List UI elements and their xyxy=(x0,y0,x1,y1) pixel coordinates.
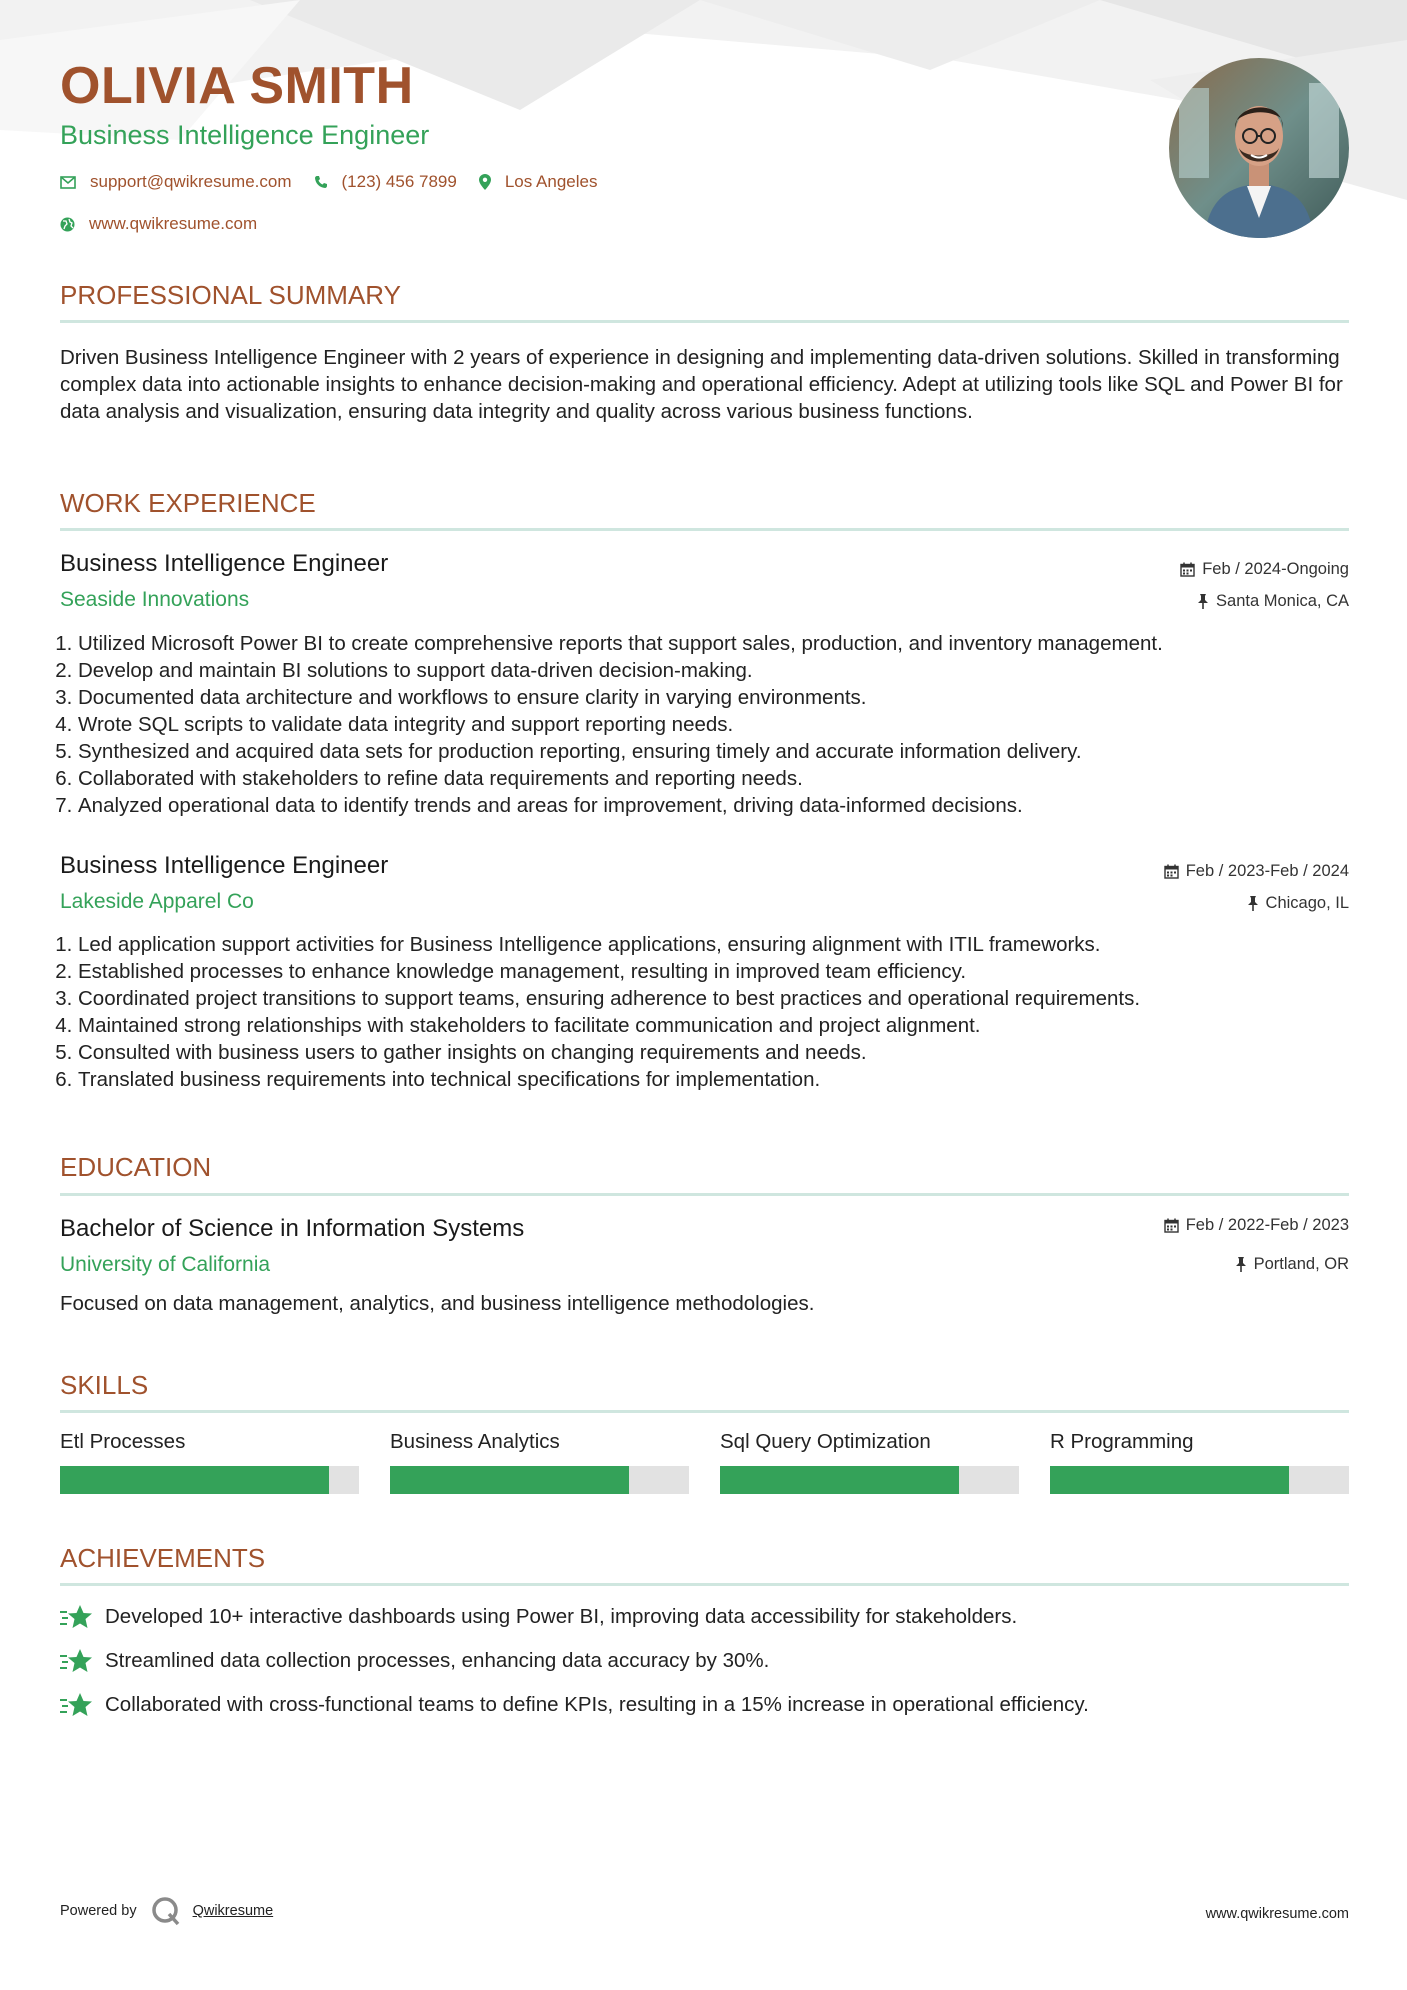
footer-website[interactable]: www.qwikresume.com xyxy=(1205,1906,1349,1922)
achievements-heading: ACHIEVEMENTS xyxy=(60,1543,266,1573)
pin-icon xyxy=(1197,594,1209,609)
skill-level-fill xyxy=(1050,1466,1289,1494)
summary-heading: PROFESSIONAL SUMMARY xyxy=(60,280,401,310)
skill-item xyxy=(1050,1430,1349,1494)
brand-link[interactable]: Qwikresume xyxy=(192,1903,274,1919)
skill-level-fill xyxy=(720,1466,959,1494)
list-item: 6. Collaborated with stakeholders to refine data requirements and reporting needs. xyxy=(78,765,1378,792)
globe-icon xyxy=(60,217,75,232)
job-dates-text: Feb / 2024-Ongoing xyxy=(1202,560,1349,578)
education-location-text: Portland, OR xyxy=(1253,1255,1349,1273)
location-text: Los Angeles xyxy=(504,172,598,191)
education-dates xyxy=(1164,1216,1349,1235)
qwikresume-logo-icon xyxy=(151,1896,181,1926)
website-row xyxy=(60,214,279,234)
list-item: 4. Wrote SQL scripts to validate data integrity and support reporting needs. xyxy=(78,711,1378,738)
skill-level-fill xyxy=(390,1466,629,1494)
job-location xyxy=(1247,894,1349,913)
skill-level-bar xyxy=(720,1466,1019,1494)
list-item: 5. Synthesized and acquired data sets for production reporting, ensuring timely and accurate information delivery. xyxy=(78,738,1378,765)
job-title: Business Intelligence Engineer xyxy=(60,852,389,879)
phone-text: (123) 456 7899 xyxy=(341,172,457,191)
achievement-item xyxy=(60,1692,1089,1718)
pin-icon xyxy=(1247,896,1259,911)
list-item: 1. Utilized Microsoft Power BI to create comprehensive reports that support sales, production, and inventory management. xyxy=(78,630,1378,657)
calendar-icon xyxy=(1180,562,1195,577)
school-name: University of California xyxy=(60,1253,271,1276)
website-contact[interactable] xyxy=(60,214,257,234)
skill-level-bar xyxy=(1050,1466,1349,1494)
degree-title: Bachelor of Science in Information Systems xyxy=(60,1215,525,1242)
powered-by-label: Powered by xyxy=(60,1903,137,1919)
profile-photo xyxy=(1169,58,1349,238)
education-dates-text: Feb / 2022-Feb / 2023 xyxy=(1185,1216,1349,1234)
achievement-text: Collaborated with cross-functional teams to define KPIs, resulting in a 15% increase in operational efficiency. xyxy=(105,1693,1089,1716)
skill-name: Business Analytics xyxy=(390,1430,560,1453)
footer-powered-by xyxy=(60,1896,273,1926)
skills-heading: SKILLS xyxy=(60,1370,149,1400)
list-item: 1. Led application support activities for Business Intelligence applications, ensuring alignment with ITIL frameworks. xyxy=(78,931,1378,958)
star-badge-icon xyxy=(60,1692,93,1718)
candidate-role: Business Intelligence Engineer xyxy=(60,120,430,150)
list-item: 2. Develop and maintain BI solutions to support data-driven decision-making. xyxy=(78,657,1378,684)
skill-name: Etl Processes xyxy=(60,1430,186,1453)
job-dates xyxy=(1164,862,1349,881)
skill-item xyxy=(720,1430,1019,1494)
location-contact xyxy=(479,172,598,192)
job-company: Seaside Innovations xyxy=(60,588,250,611)
achievements-divider xyxy=(60,1583,1349,1586)
skill-level-bar xyxy=(60,1466,359,1494)
job-dates-text: Feb / 2023-Feb / 2024 xyxy=(1185,862,1349,880)
website-text: www.qwikresume.com xyxy=(89,214,258,233)
education-heading: EDUCATION xyxy=(60,1152,212,1182)
achievement-item xyxy=(60,1648,769,1674)
envelope-icon xyxy=(60,176,76,189)
pin-icon xyxy=(1235,1257,1247,1272)
list-item: 4. Maintained strong relationships with stakeholders to facilitate communication and project alignment. xyxy=(78,1012,1378,1039)
list-item: 6. Translated business requirements into technical specifications for implementation. xyxy=(78,1066,1378,1093)
job-title: Business Intelligence Engineer xyxy=(60,550,389,577)
education-divider xyxy=(60,1193,1349,1196)
job-bullets xyxy=(60,931,1378,1093)
skill-item xyxy=(60,1430,359,1494)
job-bullets xyxy=(60,630,1378,819)
candidate-name: OLIVIA SMITH xyxy=(60,57,414,115)
list-item: 3. Coordinated project transitions to support teams, ensuring adherence to best practices and operational requirements. xyxy=(78,985,1378,1012)
achievement-text: Streamlined data collection processes, enhancing data accuracy by 30%. xyxy=(105,1649,770,1672)
email-text: support@qwikresume.com xyxy=(90,172,292,191)
star-badge-icon xyxy=(60,1604,93,1630)
job-company: Lakeside Apparel Co xyxy=(60,890,254,913)
map-pin-icon xyxy=(479,174,491,190)
email-contact[interactable] xyxy=(60,172,292,192)
star-badge-icon xyxy=(60,1648,93,1674)
list-item: 3. Documented data architecture and workflows to ensure clarity in varying environments. xyxy=(78,684,1378,711)
job-location-text: Santa Monica, CA xyxy=(1216,592,1349,610)
skill-level-fill xyxy=(60,1466,329,1494)
phone-icon xyxy=(314,175,328,189)
calendar-icon xyxy=(1164,864,1179,879)
skill-item xyxy=(390,1430,689,1494)
skill-level-bar xyxy=(390,1466,689,1494)
calendar-icon xyxy=(1164,1218,1179,1233)
skill-name: R Programming xyxy=(1050,1430,1194,1453)
achievement-item xyxy=(60,1604,1017,1630)
education-description: Focused on data management, analytics, and business intelligence methodologies. xyxy=(60,1292,815,1315)
experience-heading: WORK EXPERIENCE xyxy=(60,488,316,518)
list-item: 7. Analyzed operational data to identify trends and areas for improvement, driving data-informed decisions. xyxy=(78,792,1378,819)
job-location-text: Chicago, IL xyxy=(1265,894,1349,912)
skill-name: Sql Query Optimization xyxy=(720,1430,931,1453)
phone-contact[interactable] xyxy=(314,172,457,192)
summary-text: Driven Business Intelligence Engineer with 2 years of experience in designing and implementing data-driven solutions. Skilled in transforming complex data into actionable insights to enhance decision-making and operational efficiency. Adept at utilizing tools like SQL and Power BI for data analysis and visualization, ensuring data integrity and quality across various business functions. xyxy=(60,346,1343,423)
list-item: 5. Consulted with business users to gather insights on changing requirements and needs. xyxy=(78,1039,1378,1066)
job-location xyxy=(1197,592,1349,611)
list-item: 2. Established processes to enhance knowledge management, resulting in improved team efficiency. xyxy=(78,958,1378,985)
education-location xyxy=(1235,1255,1349,1274)
skills-divider xyxy=(60,1410,1349,1413)
summary-divider xyxy=(60,320,1349,323)
contact-row xyxy=(60,172,619,192)
skills-list xyxy=(60,1430,1349,1494)
job-dates xyxy=(1180,560,1349,579)
experience-divider xyxy=(60,528,1349,531)
achievement-text: Developed 10+ interactive dashboards using Power BI, improving data accessibility for stakeholders. xyxy=(105,1605,1018,1628)
